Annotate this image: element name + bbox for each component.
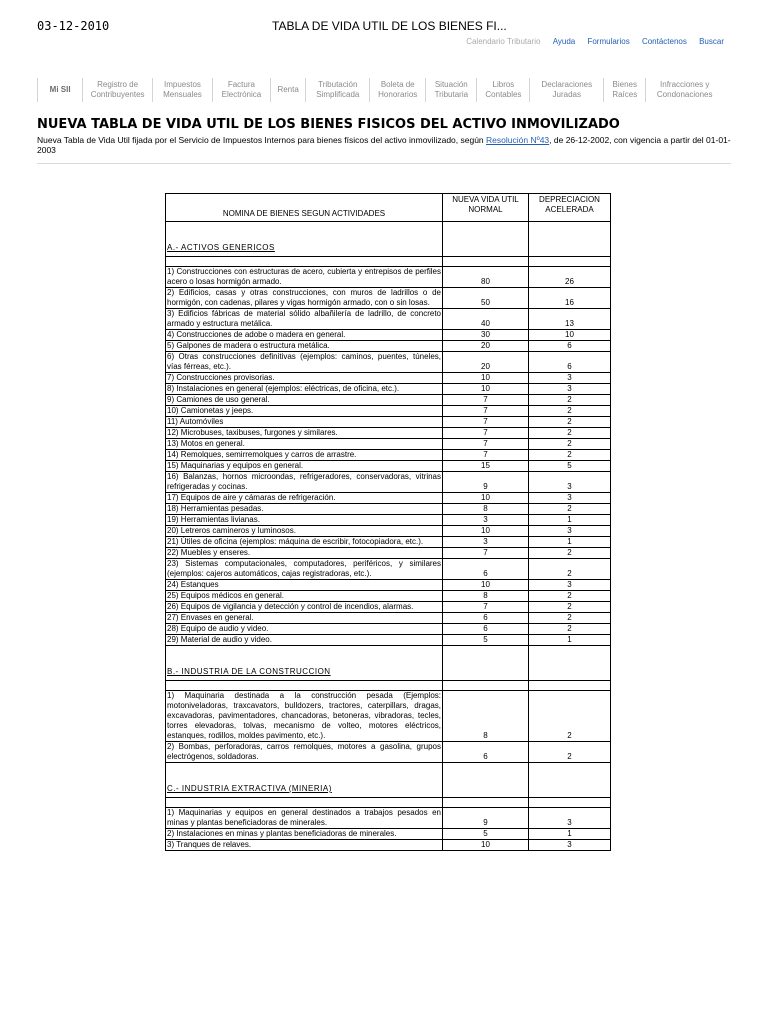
item-description: 1) Construcciones con estructuras de acero, cubierta y entrepisos de perfiles acero o losas hormigón armado.: [167, 267, 441, 286]
item-description: 5) Galpones de madera o estructura metálica.: [166, 341, 443, 352]
depreciacion-value: 16: [529, 288, 611, 309]
item-description: 10) Camionetas y jeeps.: [166, 406, 443, 417]
section-empty-cell: [529, 763, 611, 798]
resolucion-link[interactable]: Resolución Nº43: [486, 135, 550, 145]
spacer-cell: [166, 257, 443, 267]
table-row: [166, 742, 611, 763]
calendario-tributario-link[interactable]: Calendario Tributario: [466, 37, 541, 46]
spacer-cell: [529, 798, 611, 808]
vida-util-value: 10: [443, 526, 529, 537]
table-row: [166, 341, 611, 352]
spacer-cell: [529, 257, 611, 267]
depreciacion-value: 1: [529, 537, 611, 548]
ayuda-link[interactable]: Ayuda: [552, 37, 576, 46]
vida-util-value: 6: [443, 559, 529, 580]
vida-util-value: 10: [443, 373, 529, 384]
intro-text: [37, 135, 731, 155]
item-description: 26) Equipos de vigilancia y detección y control de incendios, alarmas.: [166, 602, 443, 613]
vida-util-value: 7: [443, 428, 529, 439]
vida-util-value: 9: [443, 472, 529, 493]
section-row: [166, 646, 611, 681]
vida-util-value: 50: [443, 288, 529, 309]
vida-util-value: 7: [443, 548, 529, 559]
vida-util-value: 7: [443, 450, 529, 461]
item-description: 11) Automóviles: [166, 417, 443, 428]
item-description: 18) Herramientas pesadas.: [166, 504, 443, 515]
vida-util-table: [165, 193, 611, 851]
section-empty-cell: [529, 646, 611, 681]
item-description: 1) Maquinarias y equipos en general destinados a trabajos pesados en minas y plantas beneficiadoras de minerales.: [167, 808, 441, 827]
vida-util-value: 10: [443, 840, 529, 851]
spacer-cell: [529, 681, 611, 691]
table-row: [166, 808, 611, 829]
formularios-link[interactable]: Formularios: [587, 37, 630, 46]
depreciacion-value: 1: [529, 829, 611, 840]
table-row: [166, 635, 611, 646]
vida-util-value: 7: [443, 439, 529, 450]
depreciacion-value: 3: [529, 472, 611, 493]
depreciacion-value: 26: [529, 267, 611, 288]
table-row: [166, 504, 611, 515]
depreciacion-value: 3: [529, 373, 611, 384]
depreciacion-value: 2: [529, 450, 611, 461]
depreciacion-value: 3: [529, 808, 611, 829]
table-row: [166, 439, 611, 450]
item-description: 9) Camiones de uso general.: [166, 395, 443, 406]
table-row: [166, 384, 611, 395]
section-row: [166, 222, 611, 257]
nav-item-impuestos[interactable]: Impuestos Mensuales: [152, 78, 212, 102]
intro-before: Nueva Tabla de Vida Util fijada por el Servicio de Impuestos Internos para bienes físicos del activo inmovilizado, según: [37, 135, 487, 145]
item-description: 2) Bombas, perforadoras, carros remolques, motores a gasolina, grupos electrógenos, soldadoras.: [167, 742, 441, 761]
vida-util-value: 6: [443, 624, 529, 635]
depreciacion-value: 1: [529, 515, 611, 526]
table-row: [166, 428, 611, 439]
vida-util-value: 9: [443, 808, 529, 829]
table-row: [166, 461, 611, 472]
buscar-link[interactable]: Buscar: [699, 37, 724, 46]
vida-util-table-wrap: [165, 193, 603, 851]
vida-util-value: 7: [443, 395, 529, 406]
nav-item-declaraciones[interactable]: Declaraciones Juradas: [529, 78, 603, 102]
table-row: [166, 537, 611, 548]
depreciacion-value: 3: [529, 384, 611, 395]
table-row: [166, 840, 611, 851]
item-description: 17) Equipos de aire y cámaras de refrigeración.: [166, 493, 443, 504]
section-title-text: C.- INDUSTRIA EXTRACTIVA (MINERIA): [167, 784, 332, 793]
depreciacion-value: 2: [529, 624, 611, 635]
table-row: [166, 691, 611, 742]
item-description: 3) Tranques de relaves.: [166, 840, 443, 851]
table-row: [166, 580, 611, 591]
depreciacion-value: 2: [529, 504, 611, 515]
item-description: 1) Maquinaria destinada a la construcción pesada (Ejemplos: motoniveladoras, traxcavators, bulldozers, tractores, caterpillars, dragas, excavadoras, pavimentadores, chancadoras, betoneras, vibradoras, tecles, torres elevadoras, tolvas, mecanismo de volteo, motores eléctricos, estanques, rodillos, moldes pavimento, etc.).: [167, 691, 441, 740]
depreciacion-value: 6: [529, 341, 611, 352]
table-row: [166, 267, 611, 288]
divider: [37, 163, 731, 164]
table-row: [166, 613, 611, 624]
item-description: 22) Muebles y enseres.: [166, 548, 443, 559]
contactenos-link[interactable]: Contáctenos: [641, 37, 687, 46]
item-description: 16) Balanzas, hornos microondas, refrigeradores, conservadoras, vitrinas refrigeradas y cocinas.: [167, 472, 441, 491]
spacer-cell: [443, 681, 529, 691]
section-title-text: A.- ACTIVOS GENERICOS: [167, 243, 275, 252]
table-row: [166, 352, 611, 373]
section-row: [166, 763, 611, 798]
nav-item-infracciones[interactable]: Infracciones y Condonaciones: [645, 78, 723, 102]
nav-item-boleta[interactable]: Boleta de Honorarios: [369, 78, 425, 102]
vida-util-value: 8: [443, 591, 529, 602]
section-title: [166, 763, 443, 798]
table-row: [166, 624, 611, 635]
item-description: 25) Equipos médicos en general.: [166, 591, 443, 602]
depreciacion-value: 1: [529, 635, 611, 646]
section-empty-cell: [443, 646, 529, 681]
table-row: [166, 450, 611, 461]
page-heading: NUEVA TABLA DE VIDA UTIL DE LOS BIENES FISICOS DEL ACTIVO INMOVILIZADO: [37, 117, 620, 132]
vida-util-value: 3: [443, 537, 529, 548]
nav-item-renta[interactable]: Renta: [270, 78, 305, 102]
nav-item-registro[interactable]: Registro de Contribuyentes: [82, 78, 152, 102]
depreciacion-value: 2: [529, 591, 611, 602]
depreciacion-value: 3: [529, 526, 611, 537]
item-description: 23) Sistemas computacionales, computadores, periféricos, y similares (ejemplos: cajeros automáticos, cajas registradoras, etc.).: [167, 559, 441, 578]
spacer-cell: [166, 798, 443, 808]
item-description: 2) Edificios, casas y otras construcciones, con muros de ladrillos o de hormigón, con cadenas, pilares y vigas hormigón armado, con o sin losas.: [167, 288, 441, 307]
item-description: 4) Construcciones de adobe o madera en general.: [166, 330, 443, 341]
depreciacion-value: 2: [529, 395, 611, 406]
spacer-cell: [443, 798, 529, 808]
vida-util-value: 8: [443, 504, 529, 515]
main-nav: [37, 78, 723, 102]
vida-util-value: 20: [443, 352, 529, 373]
depreciacion-value: 2: [529, 559, 611, 580]
table-row: [166, 493, 611, 504]
vida-util-value: 3: [443, 515, 529, 526]
item-description: 3) Edificios fábricas de material sólido albañilería de ladrillo, de concreto armado y estructura metálica.: [167, 309, 441, 328]
vida-util-value: 30: [443, 330, 529, 341]
item-description: 13) Motos en general.: [166, 439, 443, 450]
top-links: [456, 37, 724, 46]
table-row: [166, 829, 611, 840]
item-description: 8) Instalaciones en general (ejemplos: eléctricas, de oficina, etc.).: [166, 384, 443, 395]
depreciacion-value: 3: [529, 840, 611, 851]
table-row: [166, 548, 611, 559]
vida-util-value: 6: [443, 742, 529, 763]
vida-util-value: 40: [443, 309, 529, 330]
table-body: [166, 222, 611, 851]
depreciacion-value: 2: [529, 417, 611, 428]
nav-item-mi-sii[interactable]: Mi SII: [37, 78, 82, 102]
depreciacion-value: 2: [529, 548, 611, 559]
table-row: [166, 526, 611, 537]
depreciacion-value: 13: [529, 309, 611, 330]
vida-util-value: 10: [443, 384, 529, 395]
spacer-cell: [166, 681, 443, 691]
table-row: [166, 395, 611, 406]
header-vida-util: NUEVA VIDA UTIL NORMAL: [443, 194, 529, 222]
top-bar: [0, 0, 768, 70]
item-description: 19) Herramientas livianas.: [166, 515, 443, 526]
table-row: [166, 591, 611, 602]
depreciacion-value: 2: [529, 406, 611, 417]
depreciacion-value: 2: [529, 602, 611, 613]
table-row: [166, 288, 611, 309]
item-description: 29) Material de audio y video.: [166, 635, 443, 646]
item-description: 21) Útiles de oficina (ejemplos: máquina de escribir, fotocopiadora, etc.).: [166, 537, 443, 548]
vida-util-value: 20: [443, 341, 529, 352]
item-description: 2) Instalaciones en minas y plantas beneficiadoras de minerales.: [166, 829, 443, 840]
depreciacion-value: 5: [529, 461, 611, 472]
document-title: TABLA DE VIDA UTIL DE LOS BIENES FI...: [272, 19, 507, 33]
depreciacion-value: 2: [529, 428, 611, 439]
nav-item-libros[interactable]: Libros Contables: [476, 78, 529, 102]
section-title: [166, 222, 443, 257]
table-row: [166, 515, 611, 526]
section-empty-cell: [529, 222, 611, 257]
table-row: [166, 472, 611, 493]
depreciacion-value: 2: [529, 613, 611, 624]
vida-util-value: 7: [443, 602, 529, 613]
vida-util-value: 7: [443, 417, 529, 428]
item-description: 24) Estanques: [166, 580, 443, 591]
section-empty-cell: [443, 222, 529, 257]
item-description: 6) Otras construcciones definitivas (ejemplos: caminos, puentes, túneles, vías férreas, etc.).: [167, 352, 441, 371]
spacer-cell: [443, 257, 529, 267]
section-title: [166, 646, 443, 681]
table-row: [166, 373, 611, 384]
table-header-row: [166, 194, 611, 222]
section-empty-cell: [443, 763, 529, 798]
table-row: [166, 309, 611, 330]
depreciacion-value: 2: [529, 439, 611, 450]
table-row: [166, 602, 611, 613]
depreciacion-value: 3: [529, 580, 611, 591]
depreciacion-value: 2: [529, 742, 611, 763]
item-description: 20) Letreros camineros y luminosos.: [166, 526, 443, 537]
nav-item-factura[interactable]: Factura Electrónica: [212, 78, 270, 102]
spacer-row: [166, 681, 611, 691]
vida-util-value: 5: [443, 829, 529, 840]
section-title-text: B.- INDUSTRIA DE LA CONSTRUCCION: [167, 667, 331, 676]
item-description: 27) Envases en general.: [166, 613, 443, 624]
vida-util-value: 7: [443, 406, 529, 417]
table-row: [166, 559, 611, 580]
table-row: [166, 417, 611, 428]
item-description: 12) Microbuses, taxibuses, furgones y similares.: [166, 428, 443, 439]
vida-util-value: 10: [443, 493, 529, 504]
intro-after: , de 26-12-2002, con vigencia a partir del 01-01-2003: [37, 135, 731, 155]
spacer-row: [166, 798, 611, 808]
nav-item-bienes[interactable]: Bienes Raíces: [603, 78, 645, 102]
depreciacion-value: 3: [529, 493, 611, 504]
vida-util-value: 15: [443, 461, 529, 472]
table-row: [166, 330, 611, 341]
item-description: 7) Construcciones provisorias.: [166, 373, 443, 384]
spacer-row: [166, 257, 611, 267]
depreciacion-value: 10: [529, 330, 611, 341]
depreciacion-value: 6: [529, 352, 611, 373]
header-nomina: NOMINA DE BIENES SEGUN ACTIVIDADES: [166, 194, 443, 222]
vida-util-value: 6: [443, 613, 529, 624]
item-description: 15) Maquinarias y equipos en general.: [166, 461, 443, 472]
print-date: 03-12-2010: [37, 19, 110, 33]
depreciacion-value: 2: [529, 691, 611, 742]
item-description: 14) Remolques, semirremolques y carros de arrastre.: [166, 450, 443, 461]
vida-util-value: 5: [443, 635, 529, 646]
nav-item-tributacion[interactable]: Tributación Simplificada: [305, 78, 369, 102]
vida-util-value: 80: [443, 267, 529, 288]
nav-item-situacion[interactable]: Situación Tributaria: [425, 78, 476, 102]
vida-util-value: 8: [443, 691, 529, 742]
item-description: 28) Equipo de audio y video.: [166, 624, 443, 635]
table-row: [166, 406, 611, 417]
vida-util-value: 10: [443, 580, 529, 591]
header-depreciacion: DEPRECIACION ACELERADA: [529, 194, 611, 222]
